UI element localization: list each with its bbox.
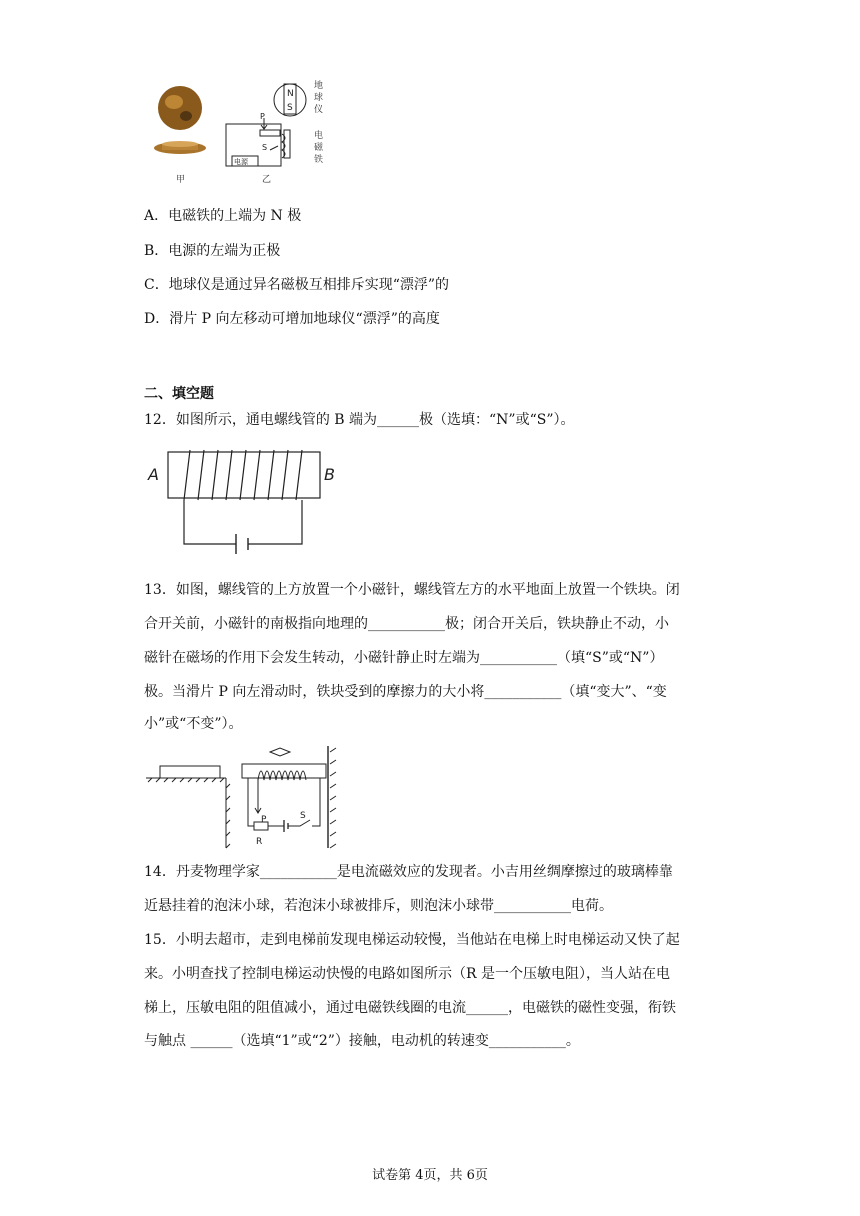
circuit-diagram-yi	[226, 84, 306, 166]
magnet-s-label: S	[287, 103, 293, 113]
q15-line-1: 15．小明去超市，走到电梯前发现电梯运动较慢，当他站在电梯上时电梯运动又快了起	[144, 932, 680, 948]
q15-line-4: 与触点 ______（选填“1”或“2”）接触，电动机的转速变___________。	[144, 1033, 580, 1049]
q13-resistor-r-label: R	[256, 837, 263, 847]
solenoid-end-b-label: B	[324, 465, 335, 484]
q11-figure	[150, 72, 340, 187]
q13-figure	[144, 744, 344, 850]
q13-line-4: 极。当滑片 P 向左滑动时，铁块受到的摩擦力的大小将___________（填“变大”、“变	[144, 684, 667, 700]
page-footer: 试卷第 4页，共 6页	[372, 1168, 488, 1183]
q15-line-2: 来。小明查找了控制电梯运动快慢的电路如图所示（R 是一个压敏电阻），当人站在电	[144, 966, 670, 982]
slider-p-label: P	[260, 112, 265, 121]
solenoid-end-a-label: A	[148, 465, 159, 484]
magnet-n-label: N	[287, 89, 294, 99]
q13-line-3: 磁针在磁场的作用下会发生转动，小磁针静止时左端为___________（填“S”或“N”）	[144, 650, 664, 666]
q13-line-2: 合开关前，小磁针的南极指向地理的___________极；闭合开关后，铁块静止不动，小	[144, 616, 669, 632]
q13-slider-p-label: P	[261, 815, 267, 825]
q11-option-d: D．滑片 P 向左移动可增加地球仪“漂浮”的高度	[144, 311, 440, 327]
levitating-globe-image	[154, 86, 206, 154]
q15-line-3: 梯上，压敏电阻的阻值减小，通过电磁铁线圈的电流______，电磁铁的磁性变强，衔铁	[144, 1000, 676, 1016]
power-label: 电源	[234, 158, 248, 166]
q14-line-1: 14．丹麦物理学家___________是电流磁效应的发现者。小吉用丝绸摩擦过的玻璃棒靠	[144, 864, 673, 880]
figure-label-jia: 甲	[176, 175, 186, 185]
switch-s-label: S	[262, 143, 268, 152]
q12-text: 12．如图所示，通电螺线管的 B 端为______极（选填：“N”或“S”）。	[144, 412, 575, 428]
q13-line-1: 13．如图，螺线管的上方放置一个小磁针，螺线管左方的水平地面上放置一个铁块。闭	[144, 582, 680, 598]
q14-line-2: 近悬挂着的泡沫小球，若泡沫小球被排斥，则泡沫小球带___________电荷。	[144, 898, 613, 914]
q13-line-5: 小”或“不变”）。	[144, 716, 243, 732]
electromagnet-caption: 电磁铁	[314, 131, 324, 165]
section-title-fill-blank: 二、填空题	[144, 386, 214, 402]
globe-caption: 地球仪	[314, 81, 324, 115]
q11-option-c: C．地球仪是通过异名磁极互相排斥实现“漂浮”的	[144, 277, 450, 293]
figure-label-yi: 乙	[262, 175, 272, 185]
q11-option-a: A．电磁铁的上端为 N 极	[144, 208, 302, 224]
q11-option-b: B．电源的左端为正极	[144, 243, 281, 259]
q13-switch-s-label: S	[300, 811, 306, 821]
q12-solenoid-figure	[144, 444, 344, 554]
